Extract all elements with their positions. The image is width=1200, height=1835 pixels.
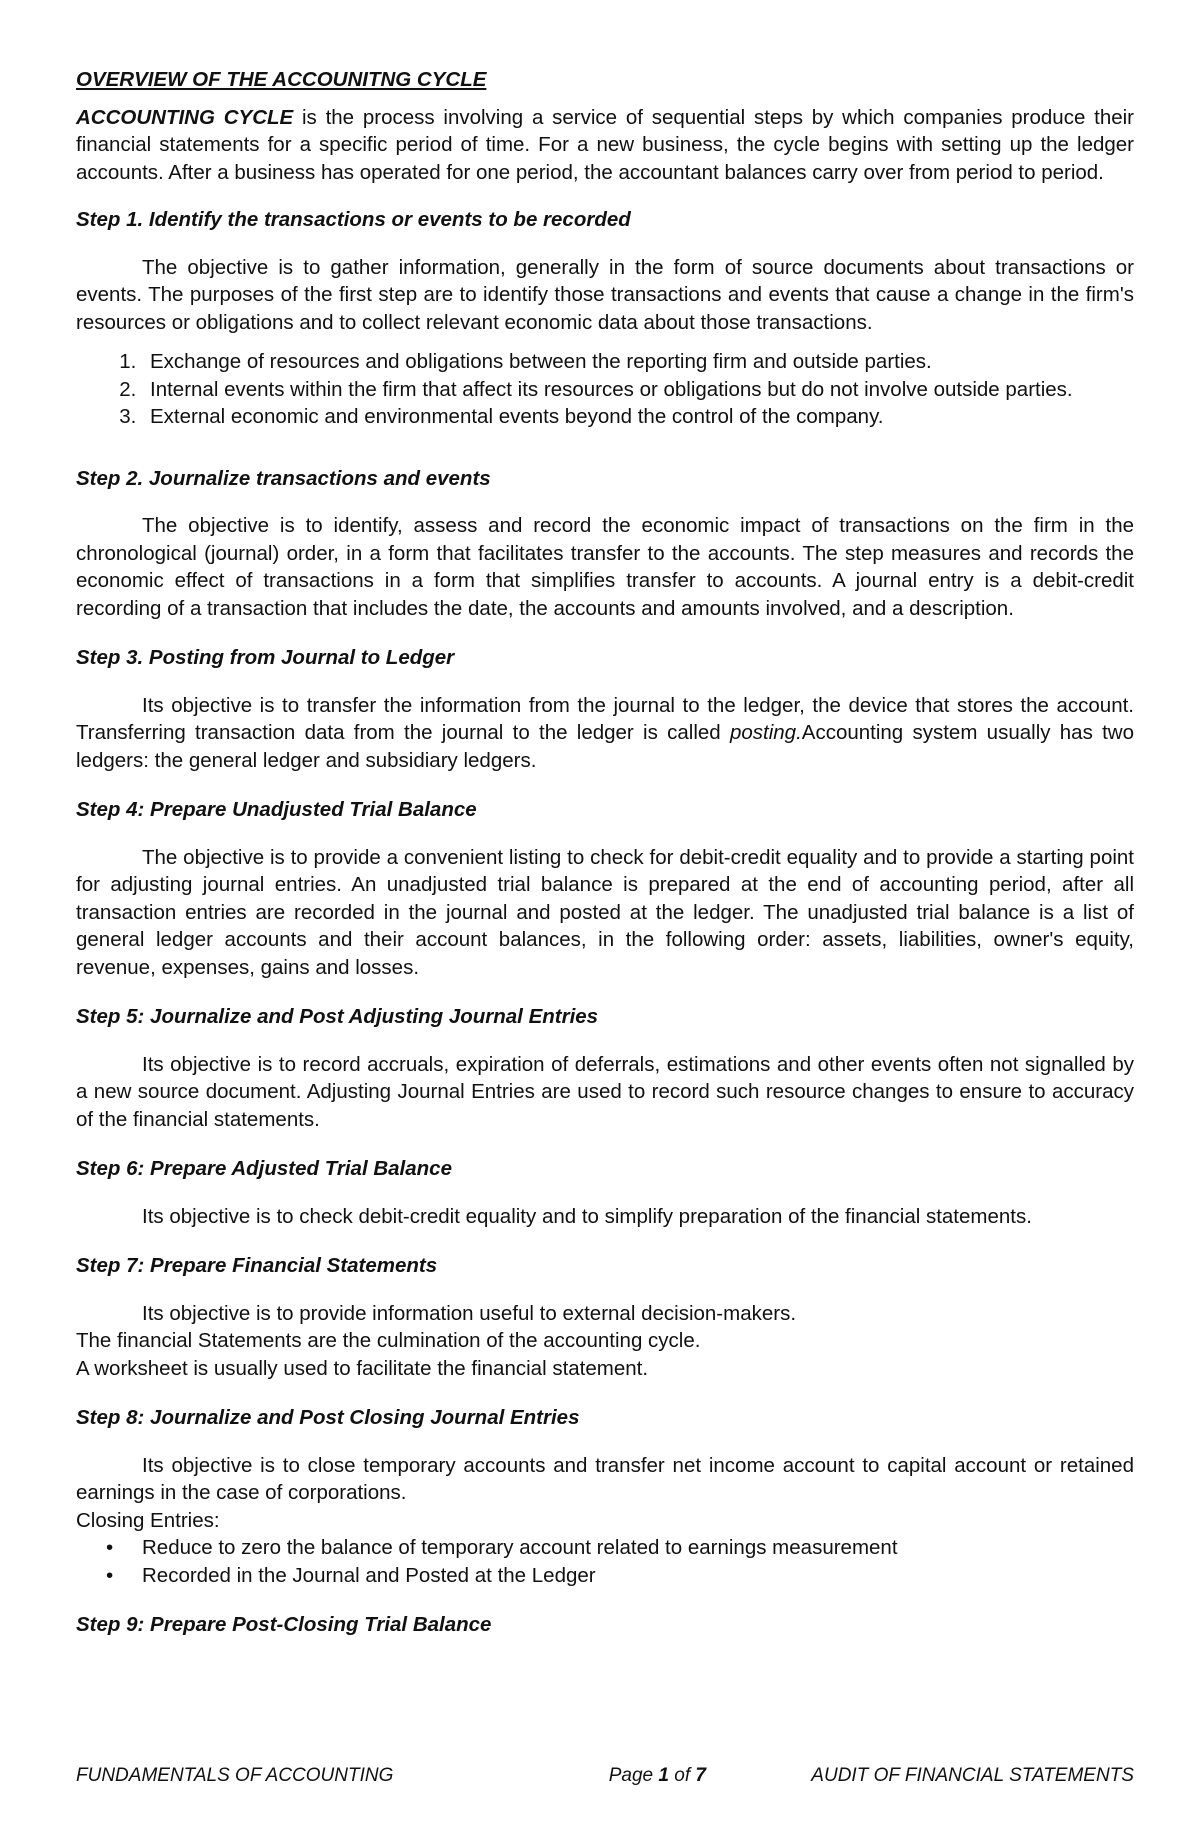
step7-line1: Its objective is to provide information useful to external decision-makers. [142,1301,797,1325]
step2-heading: Step 2. Journalize transactions and events [76,466,491,490]
step5-heading: Step 5: Journalize and Post Adjusting Journal Entries [76,1005,599,1028]
intro-text: is the process involving a service of sequential steps by which companies produce their financial statements for a specific period of time. For a new business, the cycle begins with setting up the ledger accounts. After a business has operated for one period, the accountant balances carry over from period to period. [76,105,1135,184]
step7-body [76,1300,1134,1383]
step7-line2: The financial Statements are the culmination of the accounting cycle. [76,1329,701,1352]
intro-paragraph [76,104,1134,187]
footer-page-of: of [668,1765,696,1786]
footer-page-number [609,1765,706,1787]
list-item: 2. Internal events within the firm that affect its resources or obligations but do not involve outside parties. [142,376,1134,404]
step9-heading: Step 9: Prepare Post-Closing Trial Balance [76,1613,492,1636]
list-item [106,1562,1134,1590]
step7-line3: A worksheet is usually used to facilitate the financial statement. [76,1356,649,1380]
step3-emphasis: posting. [729,721,802,744]
bullet-icon: • [106,1563,114,1587]
step8-body: Its objective is to close temporary accounts and transfer net income account to capital account or retained earnings in the case of corporations. [76,1453,1134,1504]
step1-heading: Step 1. Identify the transactions or events to be recorded [76,208,631,231]
list-item: 1. Exchange of resources and obligations between the reporting firm and outside parties. [142,348,1134,376]
footer-page-word: Page [608,1765,659,1786]
bullet-text: Reduce to zero the balance of temporary account related to earnings measurement [142,1536,898,1559]
step3-heading: Step 3. Posting from Journal to Ledger [76,646,455,669]
step3-body-before: Its objective is to transfer the information from the journal to the ledger, the device that stores the account. Transferring transaction data from the journal to the ledger is called [76,693,1134,744]
document-page [76,66,1134,1659]
footer-right: AUDIT OF FINANCIAL STATEMENTS [811,1765,1134,1786]
footer-left: FUNDAMENTALS OF ACCOUNTING [76,1765,394,1786]
footer-page-current: 1 [658,1765,669,1786]
step1-body: The objective is to gather information, generally in the form of source documents about transactions or events. The purposes of the first step are to identify those transactions and events that cause a change in the firm's resources or obligations and to collect relevant economic data about those transactions. [76,255,1134,334]
step3-body-after: Accounting system usually has two ledgers: the general ledger and subsidiary ledgers. [76,721,1135,772]
list-item: 3. External economic and environmental events beyond the control of the company. [142,403,1134,431]
bullet-text: Recorded in the Journal and Posted at the Ledger [142,1563,596,1587]
step6-heading: Step 6: Prepare Adjusted Trial Balance [76,1157,452,1180]
closing-entries-list [76,1534,1134,1589]
list-item [106,1534,1134,1562]
step1-list [76,348,1134,431]
step7-heading: Step 7: Prepare Financial Statements [76,1254,438,1277]
page-footer [76,1765,1134,1787]
step4-body: The objective is to provide a convenient listing to check for debit-credit equality and to provide a starting point for adjusting journal entries. An unadjusted trial balance is prepared at the end of accounting period, after all transaction entries are recorded in the journal and posted at the ledger. The unadjusted trial balance is a list of general ledger accounts and their account balances, in the following order: assets, liabilities, owner's equity, revenue, expenses, gains and losses. [76,845,1134,979]
bullet-icon: • [106,1536,114,1559]
step2-body: The objective is to identify, assess and record the economic impact of transactions on the firm in the chronological (journal) order, in a form that facilitates transfer to the accounts. The step measures and records the economic effect of transactions in a form that simplifies transfer to accounts. A journal entry is a debit-credit recording of a transaction that includes the date, the accounts and amounts involved, and a description. [76,514,1134,620]
step6-body: Its objective is to check debit-credit equality and to simplify preparation of the financial statements. [142,1204,1032,1228]
step3-body [76,692,1134,775]
document-title: OVERVIEW OF THE ACCOUNITNG CYCLE [76,68,487,91]
step8-heading: Step 8: Journalize and Post Closing Journal Entries [76,1406,580,1429]
step4-heading: Step 4: Prepare Unadjusted Trial Balance [76,798,477,821]
footer-page-total: 7 [695,1765,706,1786]
intro-term: ACCOUNTING CYCLE [76,105,294,129]
closing-entries-label: Closing Entries: [76,1508,220,1532]
step5-body: Its objective is to record accruals, expiration of deferrals, estimations and other events often not signalled by a new source document. Adjusting Journal Entries are used to record such resource changes to ensure to accuracy of the financial statements. [76,1052,1134,1131]
